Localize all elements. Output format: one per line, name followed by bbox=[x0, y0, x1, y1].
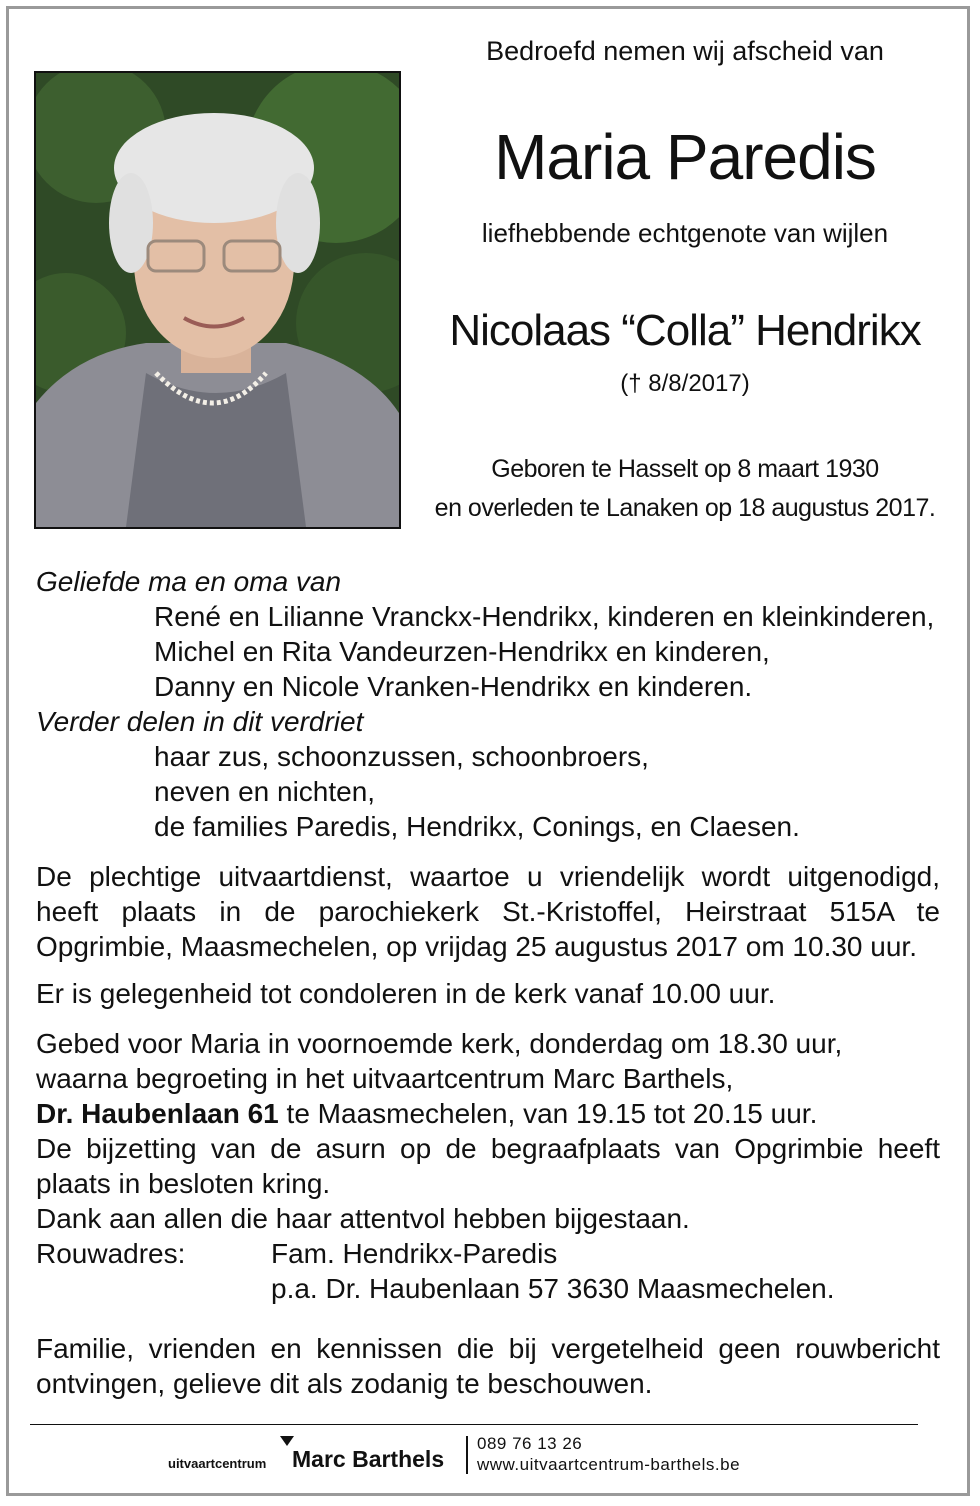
deceased-name: Maria Paredis bbox=[494, 121, 876, 193]
footer-brand: Marc Barthels bbox=[292, 1446, 445, 1472]
thanks-text: Dank aan allen die haar attentvol hebben bijgestaan. bbox=[36, 1203, 690, 1234]
footer-website[interactable]: www.uitvaartcentrum-barthels.be bbox=[477, 1455, 741, 1474]
mourning-address-label: Rouwadres: bbox=[36, 1238, 186, 1269]
burial-text: De bijzetting van de asurn op de begraafplaats van Opgrimbie heeft plaats in besloten kring. bbox=[36, 1133, 940, 1199]
family-member: René en Lilianne Vranckx-Hendrikx, kinderen en kleinkinderen, bbox=[154, 601, 935, 632]
spouse-name: Nicolaas “Colla” Hendrikx bbox=[449, 306, 921, 355]
others-member: haar zus, schoonzussen, schoonbroers, bbox=[154, 741, 649, 772]
closing-text: Familie, vrienden en kennissen die bij vergetelheid geen rouwbericht ontvingen, gelieve dit als zodanig te beschouwen. bbox=[36, 1333, 940, 1399]
footer-separator bbox=[466, 1436, 468, 1474]
mourning-address-line bbox=[36, 1271, 940, 1306]
birth-death-info bbox=[420, 450, 950, 528]
prayer-line-rest: te Maasmechelen, van 19.15 tot 20.15 uur. bbox=[278, 1098, 818, 1129]
prayer-line: waarna begroeting in het uitvaartcentrum Marc Barthels, bbox=[36, 1063, 734, 1094]
family-section bbox=[36, 564, 940, 844]
others-heading: Verder delen in dit verdriet bbox=[36, 706, 364, 737]
others-member: de families Paredis, Hendrikx, Conings, en Claesen. bbox=[154, 811, 800, 842]
footer-divider bbox=[30, 1424, 918, 1425]
service-text: De plechtige uitvaartdienst, waartoe u vriendelijk wordt uitgenodigd, heeft plaats in de parochiekerk St.-Kristoffel, Heirstraat 515A te Opgrimbie, Maasmechelen, op vrijdag 25 augustus 2017 om 10.30 uur. bbox=[36, 861, 940, 962]
prayer-line: Gebed voor Maria in voornoemde kerk, donderdag om 18.30 uur, bbox=[36, 1028, 843, 1059]
mourning-address-street: p.a. Dr. Haubenlaan 57 3630 Maasmechelen. bbox=[271, 1273, 835, 1304]
footer-phone: 089 76 13 26 bbox=[477, 1434, 583, 1453]
spouse-death-date: († 8/8/2017) bbox=[620, 370, 750, 397]
others-member: neven en nichten, bbox=[154, 776, 376, 807]
mourning-address bbox=[36, 1236, 940, 1271]
born-line: Geboren te Hasselt op 8 maart 1930 bbox=[491, 455, 879, 483]
prayer-section bbox=[36, 1026, 940, 1306]
family-member: Michel en Rita Vandeurzen-Hendrikx en kinderen, bbox=[154, 636, 770, 667]
family-heading: Geliefde ma en oma van bbox=[36, 566, 342, 597]
died-line: en overleden te Lanaken op 18 augustus 2017. bbox=[434, 494, 936, 522]
mourning-address-name: Fam. Hendrikx-Paredis bbox=[271, 1238, 558, 1269]
logo-triangle-icon bbox=[280, 1436, 294, 1446]
funeral-home-address: Dr. Haubenlaan 61 bbox=[36, 1098, 279, 1129]
family-member: Danny en Nicole Vranken-Hendrikx en kinderen. bbox=[154, 671, 753, 702]
footer-small-label: uitvaartcentrum bbox=[168, 1456, 267, 1471]
condolence-text: Er is gelegenheid tot condoleren in de kerk vanaf 10.00 uur. bbox=[36, 978, 776, 1009]
portrait-photo bbox=[34, 71, 401, 529]
intro-text: Bedroefd nemen wij afscheid van bbox=[486, 36, 884, 66]
prayer-line bbox=[36, 1096, 940, 1131]
relation-text: liefhebbende echtgenote van wijlen bbox=[481, 218, 889, 248]
